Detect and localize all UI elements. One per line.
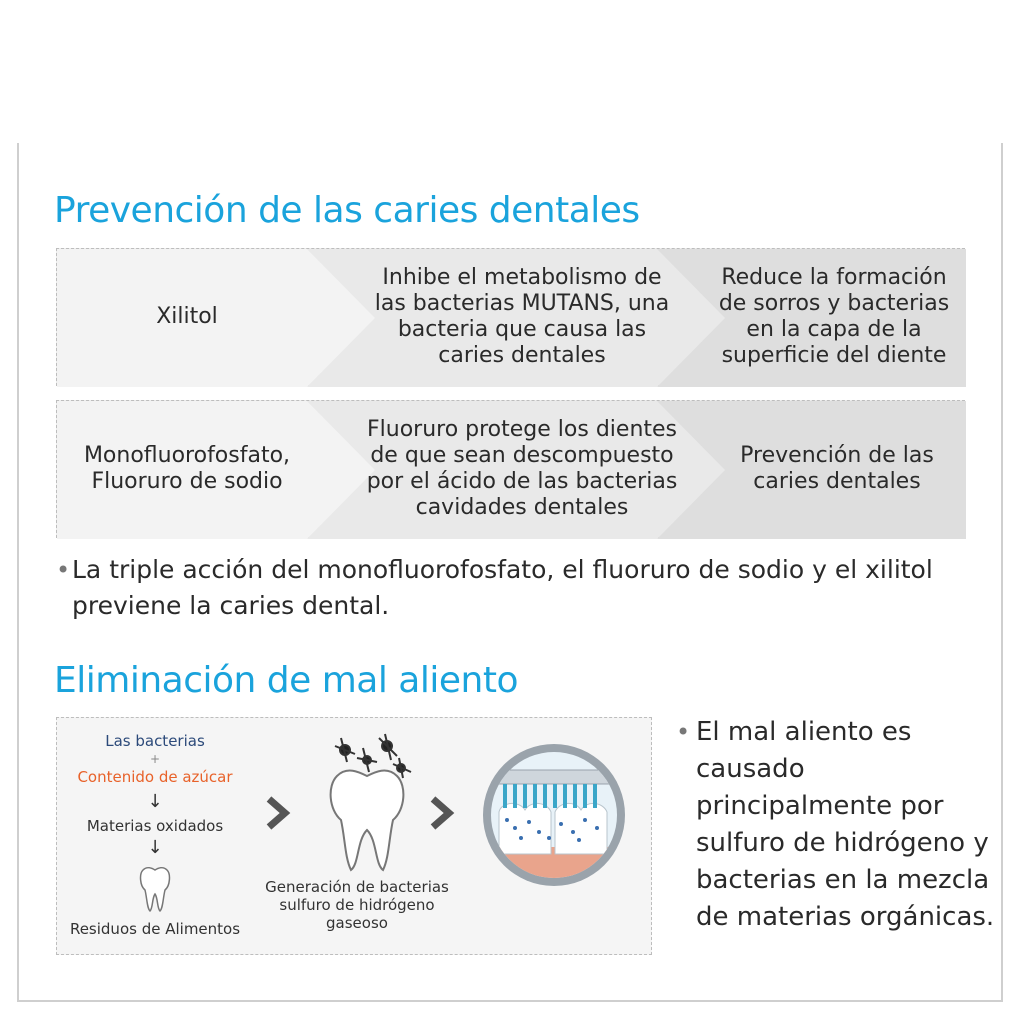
breath-note-text: El mal aliento es causado principalmente por sulfuro de hidrógeno y bacterias en la mezcla de materias orgánicas. xyxy=(696,717,995,932)
food-residue-caption: Residuos de Alimentos xyxy=(69,920,241,938)
down-arrow-icon: ↓ xyxy=(147,837,163,858)
breath-diagram xyxy=(56,717,652,955)
action-cell: Fluoruro protege los dientes de que sean descompuesto por el ácido de las bacterias cavidades dentales xyxy=(366,417,678,520)
small-tooth-icon xyxy=(137,864,173,914)
chevron-right-icon xyxy=(429,796,455,830)
toothbrush-cleaning-icon xyxy=(481,742,627,888)
plus-sign: + xyxy=(149,752,161,766)
result-cell: Prevención de las caries dentales xyxy=(740,443,934,494)
ingredient-cell: Xilitol xyxy=(156,304,218,329)
chevron-right-icon xyxy=(265,796,291,830)
caries-row-fluoride xyxy=(56,400,965,538)
caries-row-xilitol xyxy=(56,248,965,386)
caries-note xyxy=(56,552,972,624)
bullet-icon: • xyxy=(56,556,71,584)
down-arrow-icon: ↓ xyxy=(147,791,163,812)
oxidized-label: Materias oxidados xyxy=(86,817,224,835)
result-cell: Reduce la formación de sorros y bacterias en la capa de la superficie del diente xyxy=(718,265,950,368)
tooth-bacteria-icon xyxy=(315,728,425,878)
sugar-label: Contenido de azúcar xyxy=(77,768,233,786)
caries-note-text: La triple acción del monofluorofosfato, el fluoruro de sodio y el xilitol previene la caries dental. xyxy=(72,555,933,620)
breath-note xyxy=(676,714,996,936)
action-cell: Inhibe el metabolismo de las bacterias MUTANS, una bacteria que causa las caries dentales xyxy=(374,265,670,368)
caries-section-title: Prevención de las caries dentales xyxy=(54,190,640,231)
hydrogen-sulfide-caption: Generación de bacterias sulfuro de hidrógeno gaseoso xyxy=(265,878,449,932)
ingredient-cell: Monofluorofosfato, Fluoruro de sodio xyxy=(83,443,291,494)
breath-section-title: Eliminación de mal aliento xyxy=(54,660,518,701)
bacteria-label: Las bacterias xyxy=(105,732,205,750)
bullet-icon: • xyxy=(676,718,691,746)
